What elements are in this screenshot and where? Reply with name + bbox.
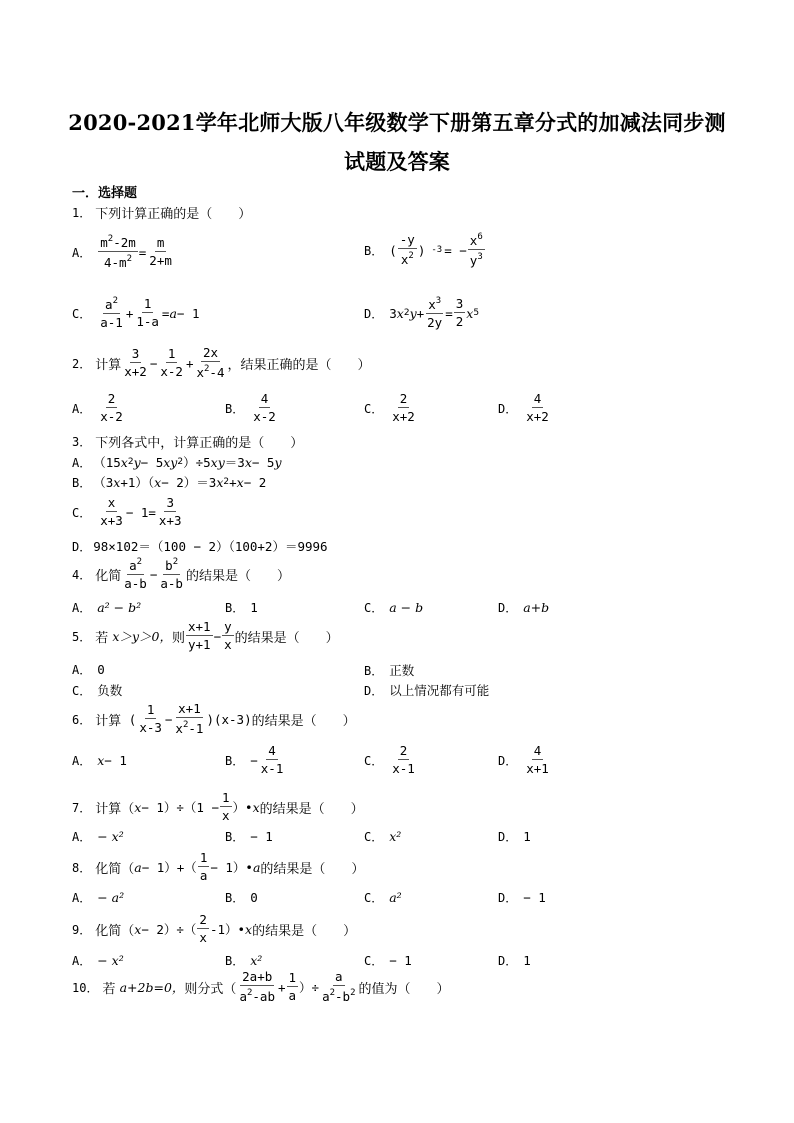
question-10: 10． 若 a+2b=0， 则分式（ $\frac{2a+b}{a^2-ab}$ + $\frac{1}{a}$ ）÷ $\frac{a}{a^2-b^2}$ 的值为 （ ） (72, 969, 450, 1005)
q5-option-c: C． 负数 (72, 683, 123, 698)
q2-option-a: A． $\frac{2}{x-2}$ (72, 391, 123, 425)
question-7: 7． 计算（ x − 1）÷（1 − $\frac{1}{x}$ ）• x 的结果是 （ ） (72, 790, 364, 824)
q5-option-a: A． 0 (72, 662, 105, 677)
q2-option-d: D． $\frac{4}{x+2}$ (498, 391, 549, 425)
q6-option-c: C． $\frac{2}{x-1}$ (364, 743, 415, 777)
q1-option-b: B． ( $\frac{-y}{x^2}$ ) -3 = − $\frac{x^6}{y^3}$ (364, 232, 483, 269)
q3-option-d: D． 98×102＝（100 − 2）（100+2）＝9996 (72, 539, 328, 554)
q7-option-b: B． − 1 (225, 829, 273, 844)
q3-option-a: A． （15 x 2 y − 5 xy 2 ）÷5 xy ＝3 x − 5 y (72, 454, 282, 470)
q8-option-d: D． − 1 (498, 890, 546, 905)
q1-option-c: C． $\frac{a^2}{a-1}$ + $\frac{1}{1-a}$ = a − 1 (72, 296, 200, 331)
section-heading: 一．选择题 (72, 186, 138, 201)
q8-option-a: A． − a² (72, 890, 125, 905)
q3-option-b: B． （3 x +1）（ x − 2）＝3 x 2 + x − 2 (72, 474, 267, 490)
question-9: 9． 化简（ x − 2）÷（ $\frac{2}{x}$ -1）• x 的结果是 （ ） (72, 912, 357, 946)
q7-option-d: D． 1 (498, 829, 531, 844)
q9-option-d: D． 1 (498, 953, 531, 968)
q4-option-a: A． a² − b² (72, 600, 142, 615)
q2-option-b: B． $\frac{4}{x-2}$ (225, 391, 276, 425)
q6-option-b: B． − $\frac{4}{x-1}$ (225, 743, 284, 777)
q3-option-c: C． $\frac{x}{x+3}$ − 1= $\frac{3}{x+3}$ (72, 495, 182, 529)
q1-option-a: A． $\frac{m^2-2m}{4-m^2}$ = $\frac{m}{2+m}$ (72, 234, 172, 271)
q5-option-b: B． 正数 (364, 663, 415, 678)
question-6: 6． 计算 ( $\frac{1}{x-3}$ − $\frac{x+1}{x^2-1}$ )(x-3) 的结果是 （ ） (72, 701, 356, 737)
q2-option-c: C． $\frac{2}{x+2}$ (364, 391, 415, 425)
question-number: 1． (72, 206, 92, 220)
question-8: 8． 化简（ a − 1）+（ $\frac{1}{a}$ − 1）• a 的结果是 （ ） (72, 850, 365, 884)
q6-option-a: A． x − 1 (72, 753, 127, 768)
q9-option-b: B． x² (225, 953, 263, 968)
q7-option-c: C． x² (364, 829, 402, 844)
q6-option-d: D． $\frac{4}{x+1}$ (498, 743, 549, 777)
question-3: 3． 下列各式中，计算正确的是 （ ） (72, 435, 304, 451)
q7-option-a: A． − x² (72, 829, 124, 844)
question-1 (72, 203, 251, 222)
answer-blank: （ ） (199, 207, 252, 222)
document-title-line1: 2020-2021学年北师大版八年级数学下册第五章分式的加减法同步测 (68, 110, 726, 135)
question-5: 5． 若 x＞y＞0， 则 $\frac{x+1}{y+1}$ − $\frac{y}{x}$ 的结果是 （ ） (72, 619, 339, 653)
question-4: 4． 化简 $\frac{a^2}{a-b}$ − $\frac{b^2}{a-b}$ 的结果是 （ ） (72, 557, 290, 592)
q4-option-c: C． a − b (364, 600, 424, 615)
q9-option-c: C． − 1 (364, 953, 412, 968)
q8-option-b: B． 0 (225, 890, 258, 905)
q1-option-d: D． 3 x 2 y + $\frac{x^3}{2y}$ = $\frac{3}{2}$ x 5 (364, 296, 480, 331)
q5-option-d: D． 以上情况都有可能 (364, 683, 490, 698)
q8-option-c: C． a² (364, 890, 402, 905)
q9-option-a: A． − x² (72, 953, 124, 968)
q4-option-b: B． 1 (225, 600, 258, 615)
question-stem: 下列计算正确的是 (95, 207, 200, 222)
q4-option-d: D． a+b (498, 600, 550, 615)
document-title-line2: 试题及答案 (344, 149, 450, 174)
question-2: 2． 计算 $\frac{3}{x+2}$ − $\frac{1}{x-2}$ + $\frac{2x}{x^2-4}$ ，结果正确的是 （ ） (72, 345, 371, 381)
